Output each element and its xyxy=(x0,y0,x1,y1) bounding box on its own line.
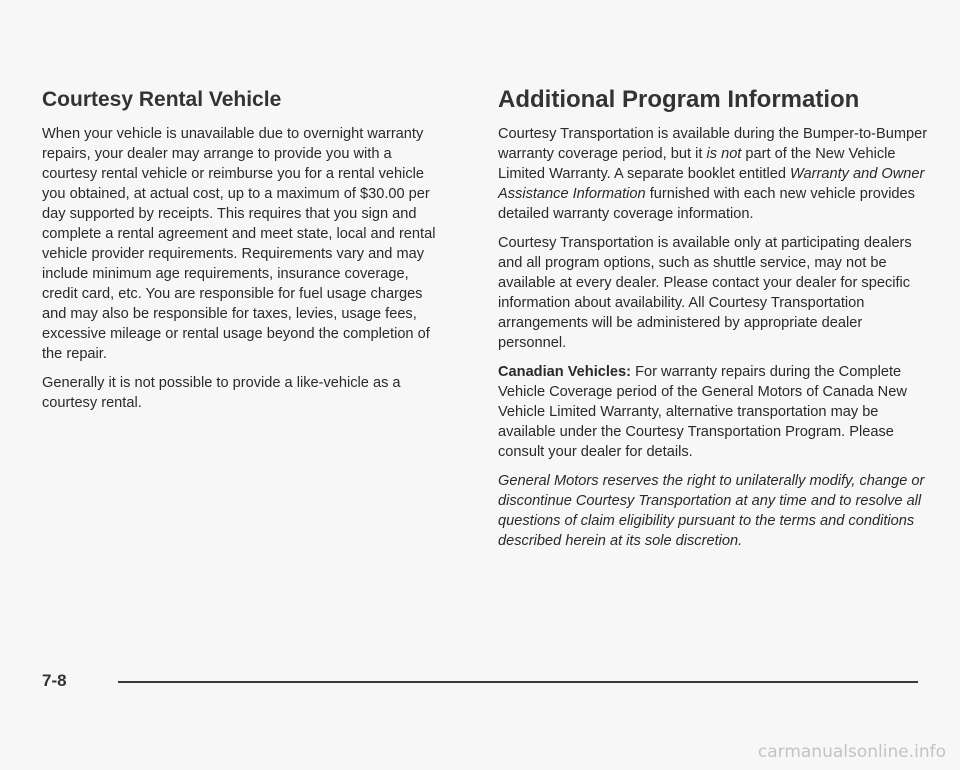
paragraph: Courtesy Transportation is available only at participating dealers and all program options, such as shuttle service, may not be available at every dealer. Please contact your dealer for specific information about availability. All Courtesy Transportation arrangements will be administered by appropriate dealer personnel. xyxy=(498,235,912,351)
emphasis: is not xyxy=(706,146,742,162)
text-run: For warranty repairs during the Complete Vehicle Coverage period of the General Motors of Canada New Vehicle Limited Warranty, alternative transportation may be available under the Courtesy Transportation Program. Please consult your dealer for details. xyxy=(498,364,907,460)
paragraph xyxy=(498,362,928,462)
disclaimer-paragraph: General Motors reserves the right to unilaterally modify, change or discontinue Courtesy Transportation at any time and to resolve all questions of claim eligibility pursuant to the terms and conditions described herein at its sole discretion. xyxy=(498,473,925,549)
page-number: 7-8 xyxy=(42,671,67,690)
section-title-courtesy-rental: Courtesy Rental Vehicle xyxy=(42,88,282,111)
paragraph: Generally it is not possible to provide a like-vehicle as a courtesy rental. xyxy=(42,375,401,411)
footer-divider xyxy=(118,681,918,683)
paragraph: When your vehicle is unavailable due to overnight warranty repairs, your dealer may arrange to provide you with a courtesy rental vehicle or reimburse you for a rental vehicle you obtained, at actual cost, up to a maximum of $30.00 per day supported by receipts. This requires that you sign and complete a rental agreement and meet state, local and rental vehicle provider requirements. Requirements vary and may include minimum age requirements, insurance coverage, credit card, etc. You are responsible for fuel usage charges and may also be responsible for taxes, levies, usage fees, excessive mileage or rental usage beyond the completion of the repair. xyxy=(42,126,436,362)
paragraph xyxy=(498,124,928,224)
text-run: part of the New Vehicle Limited Warranty. A separate booklet entitled xyxy=(498,146,896,182)
text-run: Courtesy Transportation is available during the Bumper-to-Bumper warranty coverage period, but it xyxy=(498,126,928,162)
left-column xyxy=(42,88,442,422)
booklet-title: Warranty and Owner Assistance Information xyxy=(498,166,925,202)
section-title-additional-program: Additional Program Information xyxy=(498,86,860,113)
watermark: carmanualsonline.info xyxy=(757,742,946,762)
right-column xyxy=(498,88,928,560)
text-run: furnished with each new vehicle provides detailed warranty coverage information. xyxy=(498,186,915,222)
canadian-vehicles-label: Canadian Vehicles: xyxy=(498,364,632,380)
